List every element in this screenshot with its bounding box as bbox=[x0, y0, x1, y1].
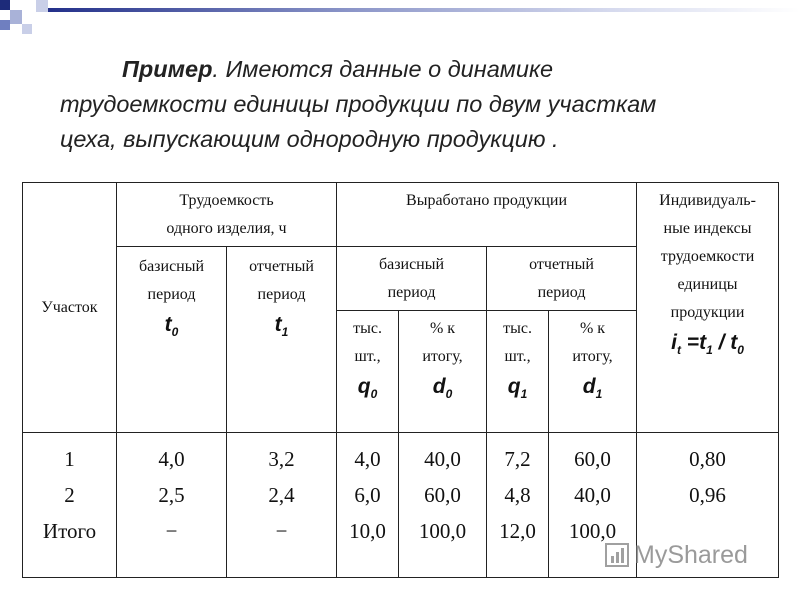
header-index: Индивидуаль- ные индексы трудоемкости единицы продукции $i_t =t_1 / t_0$ bbox=[637, 183, 779, 433]
col-q1-values: 7,2 4,8 12,0 bbox=[487, 433, 549, 578]
intro-lead: Пример bbox=[122, 56, 213, 82]
intro-line3: цеха, выпускающим однородную продукцию . bbox=[60, 126, 559, 152]
intro-line2: трудоемкости единицы продукции по двум участкам bbox=[60, 91, 657, 117]
intro-text bbox=[60, 52, 780, 157]
col-d1-values: 60,0 40,0 100,0 bbox=[549, 433, 637, 578]
header-t1: отчетный период $t_1$ bbox=[227, 247, 337, 433]
corner-square-mid bbox=[0, 20, 10, 30]
header-area: Участок bbox=[23, 183, 117, 433]
data-table bbox=[22, 182, 779, 578]
corner-square-pale bbox=[36, 0, 48, 12]
header-q1: тыс. шт., $q_1$ bbox=[487, 311, 549, 433]
col-d0-values: 40,0 60,0 100,0 bbox=[399, 433, 487, 578]
header-output: Выработано продукции bbox=[337, 183, 637, 247]
header-d1: % к итогу, $d_1$ bbox=[549, 311, 637, 433]
col-t1-values: 3,2 2,4 − bbox=[227, 433, 337, 578]
header-d0: % к итогу, $d_0$ bbox=[399, 311, 487, 433]
col-t0-values: 4,0 2,5 − bbox=[117, 433, 227, 578]
watermark bbox=[604, 540, 748, 570]
col-index-values: 0,80 0,96 bbox=[637, 433, 779, 578]
watermark-logo-icon bbox=[604, 542, 630, 568]
corner-square-light bbox=[10, 10, 22, 24]
header-output-base: базисный период bbox=[337, 247, 487, 311]
index-formula: $i_t =t_1 / t_0$ bbox=[671, 331, 744, 358]
intro-line1: . Имеются данные о динамике bbox=[212, 56, 554, 82]
watermark-text: MyShared bbox=[634, 540, 748, 569]
title-gradient-bar bbox=[48, 8, 800, 12]
col-area-values: 1 2 Итого bbox=[23, 433, 117, 578]
corner-square-dark bbox=[0, 0, 10, 10]
header-t0: базисный период $t_0$ bbox=[117, 247, 227, 433]
col-q0-values: 4,0 6,0 10,0 bbox=[337, 433, 399, 578]
corner-square-pale-2 bbox=[22, 24, 32, 34]
header-q0: тыс. шт., $q_0$ bbox=[337, 311, 399, 433]
header-output-report: отчетный период bbox=[487, 247, 637, 311]
header-labor: Трудоемкость одного изделия, ч bbox=[117, 183, 337, 247]
